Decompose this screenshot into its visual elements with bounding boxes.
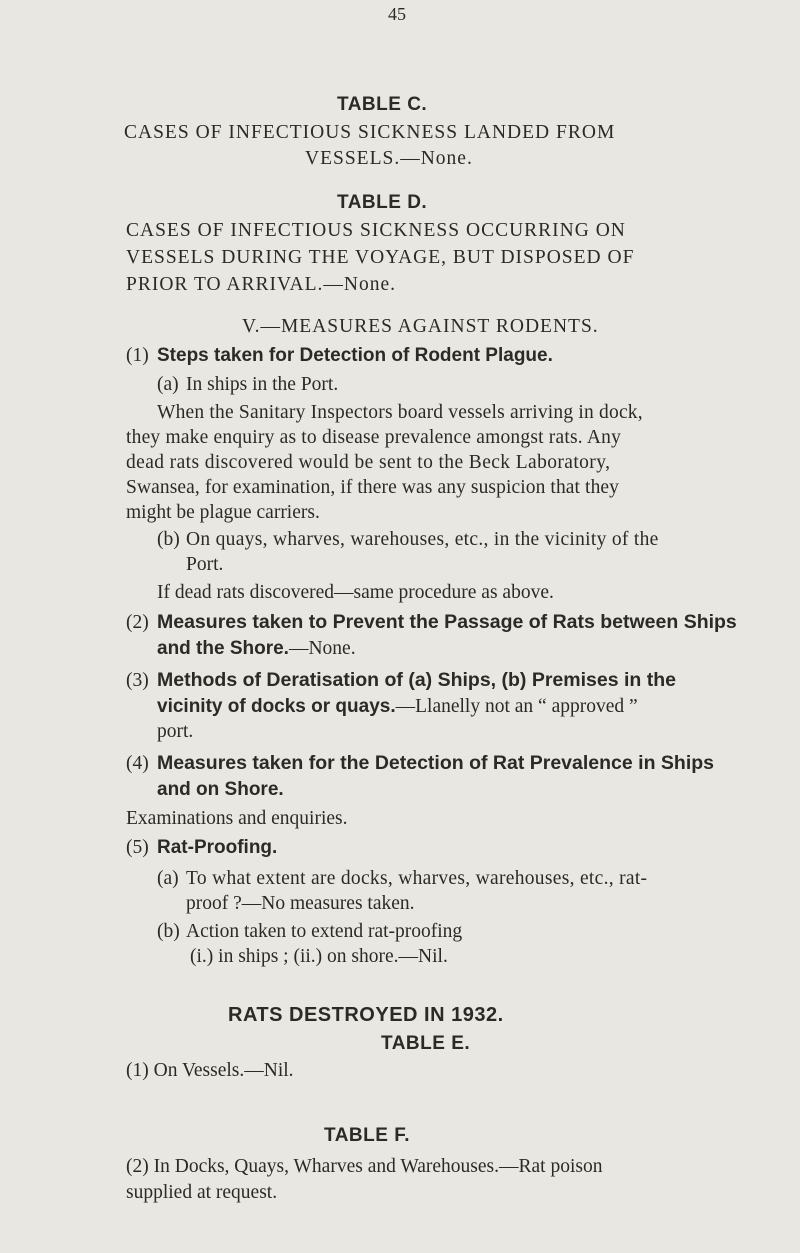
s1a-para-line-4: Swansea, for examination, if there was any suspicion that they	[126, 477, 620, 498]
s1b-para: If dead rats discovered—same procedure as above.	[157, 582, 554, 603]
s4-number: (4)	[126, 753, 149, 774]
s5a-line-2: proof ?—No measures taken.	[186, 893, 415, 914]
s1a-para-line-3: dead rats discovered would be sent to the Beck Laboratory,	[126, 452, 611, 473]
s1b-label: (b)	[157, 529, 180, 550]
table-c-heading: TABLE C.	[337, 94, 428, 115]
s5b-label: (b)	[157, 921, 180, 942]
s3-number: (3)	[126, 670, 149, 691]
s1b-line-1: On quays, wharves, warehouses, etc., in the vicinity of the	[186, 529, 659, 550]
s1a-label: (a)	[157, 374, 179, 395]
s1-title: Steps taken for Detection of Rodent Plague.	[157, 345, 553, 366]
rats-destroyed-heading: RATS DESTROYED IN 1932.	[228, 1004, 504, 1026]
table-f-heading: TABLE F.	[324, 1125, 410, 1146]
s1a-text: In ships in the Port.	[186, 374, 339, 395]
s5b-line-2: (i.) in ships ; (ii.) on shore.—Nil.	[190, 946, 448, 967]
s2-title-line-2: and the Shore.	[157, 638, 289, 659]
s2-number: (2)	[126, 612, 149, 633]
table-e-heading: TABLE E.	[381, 1033, 471, 1054]
s3-answer-line-2: port.	[157, 721, 194, 742]
section-v-heading: V.—MEASURES AGAINST RODENTS.	[242, 316, 599, 337]
table-d-line-2: VESSELS DURING THE VOYAGE, BUT DISPOSED OF	[126, 247, 635, 268]
table-d-heading: TABLE D.	[337, 192, 428, 213]
table-f-line-2: supplied at request.	[126, 1182, 278, 1203]
s3-answer-line-1: —Llanelly not an “ approved ”	[395, 696, 638, 717]
table-e-line: (1) On Vessels.—Nil.	[126, 1060, 294, 1081]
s4-para: Examinations and enquiries.	[126, 808, 348, 829]
s1a-para-line-2: they make enquiry as to disease prevalence amongst rats. Any	[126, 427, 622, 448]
s1a-para-line-1: When the Sanitary Inspectors board vessels arriving in dock,	[157, 402, 643, 423]
s1a-para-line-5: might be plague carriers.	[126, 502, 320, 523]
table-d-line-3: PRIOR TO ARRIVAL.—None.	[126, 274, 397, 295]
table-c-line-2: VESSELS.—None.	[305, 148, 473, 169]
s5-number: (5)	[126, 837, 149, 858]
s4-title-line-1: Measures taken for the Detection of Rat Prevalence in Ships	[157, 752, 714, 774]
s3-title-line-1: Methods of Deratisation of (a) Ships, (b) Premises in the	[157, 669, 676, 691]
table-d-line-1: CASES OF INFECTIOUS SICKNESS OCCURRING ON	[126, 220, 626, 241]
s2-title-line-1: Measures taken to Prevent the Passage of Rats between Ships	[157, 611, 737, 633]
s1-number: (1)	[126, 345, 149, 366]
s2-title-line-2-wrap	[157, 636, 356, 661]
s5a-label: (a)	[157, 868, 179, 889]
s5b-line-1: Action taken to extend rat-proofing	[186, 921, 463, 942]
table-c-line-1: CASES OF INFECTIOUS SICKNESS LANDED FROM	[124, 122, 616, 143]
s3-line-2-wrap	[157, 694, 638, 719]
s3-title-line-2: vicinity of docks or quays.	[157, 696, 396, 717]
s1b-line-2: Port.	[186, 554, 224, 575]
table-f-line-1: (2) In Docks, Quays, Wharves and Warehouses.—Rat poison	[126, 1156, 603, 1177]
s5a-line-1: To what extent are docks, wharves, warehouses, etc., rat-	[186, 868, 648, 889]
s5-title: Rat-Proofing.	[157, 837, 278, 858]
s2-answer: —None.	[288, 638, 356, 659]
page-number: 45	[388, 4, 406, 24]
s4-title-line-2: and on Shore.	[157, 779, 284, 800]
